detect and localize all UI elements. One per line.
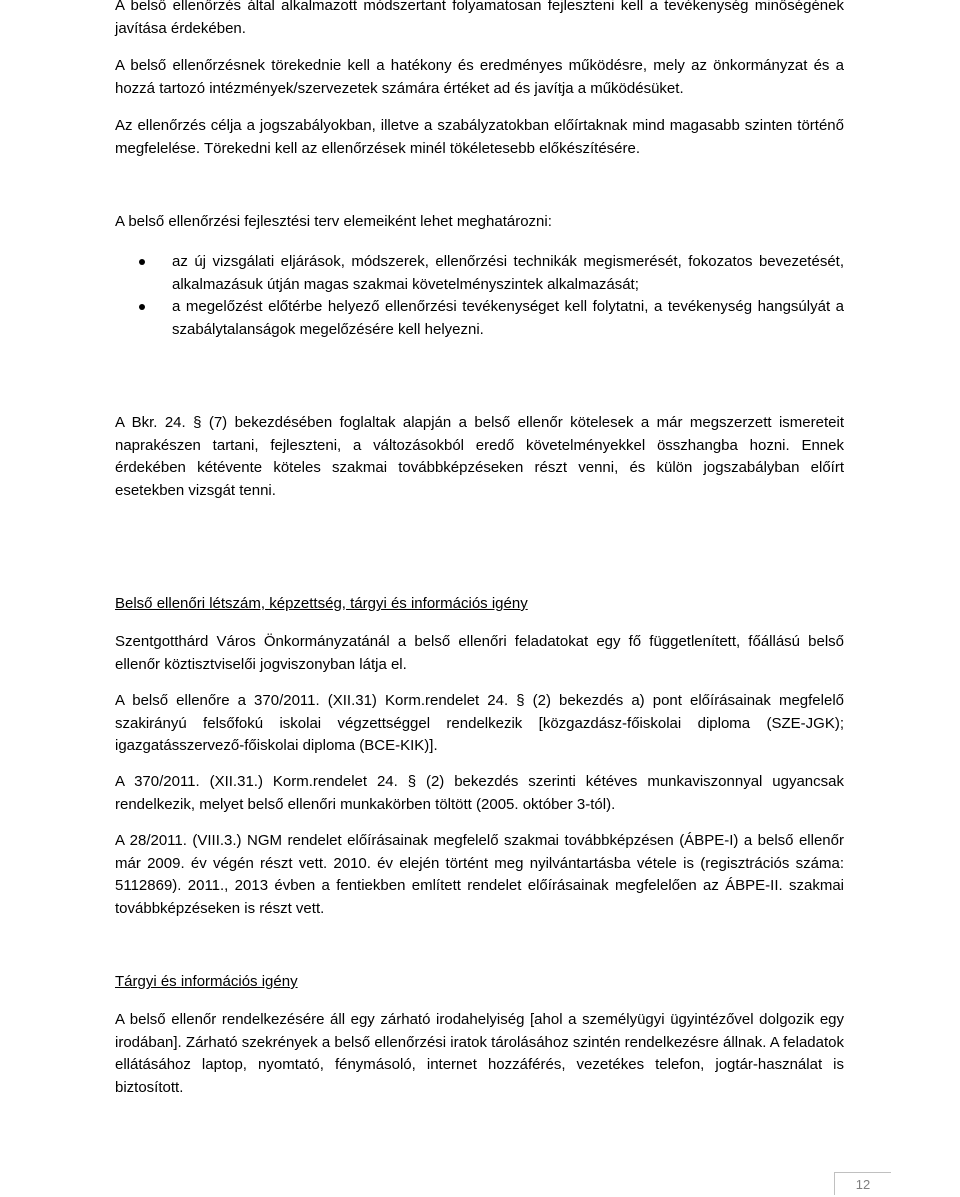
paragraph-development-plan-intro: A belső ellenőrzési fejlesztési terv elemeiként lehet meghatározni: <box>115 213 552 230</box>
section-heading-equipment: Tárgyi és információs igény <box>115 973 298 990</box>
page-number: 12 <box>834 1172 891 1195</box>
paragraph-equipment: A belső ellenőr rendelkezésére áll egy zárható irodahelyiség [ahol a személyügyi ügyintézővel dolgozik egy irodában]. Zárható szekrények a belső ellenőrzési iratok tárolásához szintén rendelkezésre állnak. A feladatok ellátásához laptop, nyomtató, fénymásoló, internet hozzáférés, vezetékes telefon, jogtár-használat is biztosított. <box>115 1011 844 1096</box>
paragraph-staffing: Szentgotthárd Város Önkormányzatánál a belső ellenőri feladatokat egy fő függetlenített, főállású belső ellenőr köztisztviselői jogviszonyban látja el. <box>115 633 844 673</box>
list-item-text: a megelőzést előtérbe helyező ellenőrzési tevékenységet kell folytatni, a tevékenység hangsúlyát a szabálytalanságok megelőzésére kell helyezni. <box>172 298 844 338</box>
list-item <box>115 296 844 341</box>
paragraph-abpe-training: A 28/2011. (VIII.3.) NGM rendelet előírásainak megfelelő szakmai továbbképzésen (ÁBPE-I) a belső ellenőr már 2009. év végén részt vett. 2010. év elején történt meg nyilvántartásba vétele is (regisztrációs száma: 5112869). 2011., 2013 évben a fentiekben említett rendelet előírásainak megfelelően az ÁBPE-II. szakmai továbbképzéseken is részt vett. <box>115 832 844 917</box>
paragraph-work-experience: A 370/2011. (XII.31.) Korm.rendelet 24. § (2) bekezdés szerinti kétéves munkaviszonnyal ugyancsak rendelkezik, melyet belső ellenőri munkakörben töltött (2005. október 3-tól). <box>115 773 844 813</box>
bullet-icon <box>139 259 145 265</box>
list-item <box>115 251 844 296</box>
list-item-text: az új vizsgálati eljárások, módszerek, ellenőrzési technikák megismerését, fokozatos bevezetését, alkalmazásuk útján magas szakmai követelményszintek alkalmazását; <box>172 253 844 293</box>
paragraph-qualification: A belső ellenőre a 370/2011. (XII.31) Korm.rendelet 24. § (2) bekezdés a) pont előírásainak megfelelő szakirányú felsőfokú iskolai végzettséggel rendelkezik [közgazdász-főiskolai diploma (SZE-JGK); igazgatásszervező-főiskolai diploma (BCE-KIK)]. <box>115 692 844 754</box>
development-plan-list <box>115 251 844 341</box>
section-heading-staffing: Belső ellenőri létszám, képzettség, tárgyi és információs igény <box>115 595 528 612</box>
bullet-icon <box>139 304 145 310</box>
paragraph-audit-goal: Az ellenőrzés célja a jogszabályokban, illetve a szabályzatokban előírtaknak mind magasabb szinten történő megfelelése. Törekedni kell az ellenőrzések minél tökéletesebb előkészítésére. <box>115 117 844 157</box>
paragraph-method-development: A belső ellenőrzés által alkalmazott módszertant folyamatosan fejleszteni kell a tevékenység minőségének javítása érdekében. <box>115 0 844 37</box>
paragraph-bkr-training: A Bkr. 24. § (7) bekezdésében foglaltak alapján a belső ellenőr kötelesek a már megszerzett ismereteit naprakészen tartani, fejleszteni, a változásokból eredő követelményekkel összhangba hozni. Ennek érdekében kétévente köteles szakmai továbbképzéseken részt venni, és külön jogszabályban előírt esetekben vizsgát tenni. <box>115 414 844 499</box>
paragraph-efficiency: A belső ellenőrzésnek törekednie kell a hatékony és eredményes működésre, mely az önkormányzat és a hozzá tartozó intézmények/szervezetek számára értéket ad és javítja a működésüket. <box>115 57 844 97</box>
